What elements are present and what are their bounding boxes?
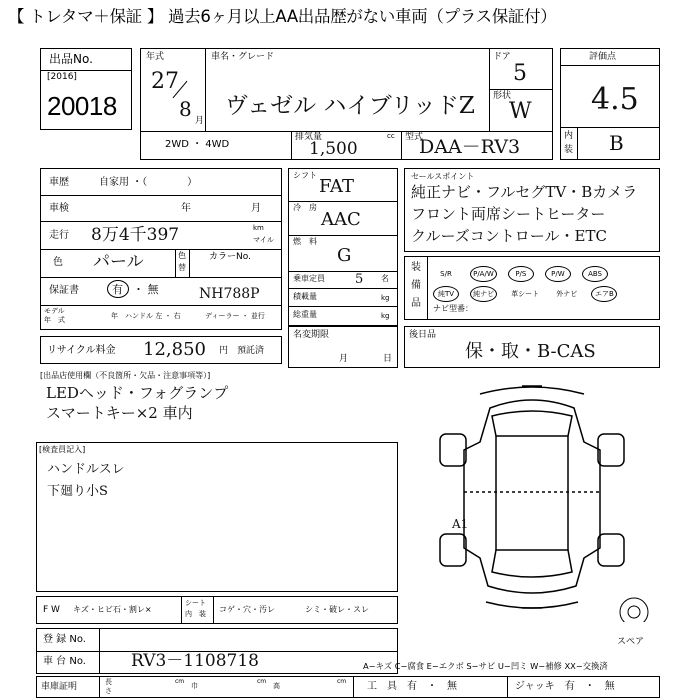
length-label-2: さ (105, 687, 112, 695)
capacity-label: 乗車定員 (293, 274, 325, 283)
inspect-month-unit: 月 (251, 203, 261, 214)
shape-value: W (509, 99, 532, 124)
tools-label: 工 具 有 ・ 無 (367, 681, 457, 692)
equip-airbag: エアB (591, 286, 617, 302)
after-items-box (404, 326, 660, 368)
equip-pw: P/W (545, 266, 571, 282)
interior-label-2: 装 (564, 145, 574, 155)
inspect-label: 車検 (49, 203, 69, 214)
month-value: 8 (179, 97, 192, 121)
sales-point-line-2: フロント両席シートヒーター (411, 205, 606, 223)
recycle-value: 12,850 (143, 339, 206, 360)
chassis-label: 車 台 No. (43, 656, 86, 667)
warranty-label: 保証書 (49, 285, 79, 296)
equip-leather: 革シート (511, 290, 540, 298)
exhibitor-notes-label: [出品店使用欄（不良箇所・欠品・注意事項等）] (40, 371, 211, 380)
equip-ps: P/S (508, 266, 534, 282)
displacement-value: 1,500 (309, 139, 358, 159)
color-change-2: 替 (178, 263, 186, 272)
car-body-outline (464, 400, 600, 593)
recycle-status: 預託済 (237, 346, 265, 356)
model-label: 型式 (405, 132, 424, 142)
equipment-row-2 (433, 281, 623, 302)
inspector-notes-box (36, 442, 398, 592)
spare-label: スペア (617, 637, 645, 647)
inspector-notes-label: [検査員記入] (39, 445, 86, 454)
doors-value: 5 (513, 61, 527, 86)
interior-eval-box (36, 596, 398, 624)
exhibitor-note-1: LEDヘッド・フォグランプ (46, 384, 229, 402)
lot-year: [2016] (47, 72, 77, 82)
color-change-1: 色 (178, 251, 186, 260)
name-change-day: 日 (383, 354, 393, 364)
load-unit: kg (381, 294, 390, 302)
recycle-unit: 円 (219, 346, 229, 356)
mileage-unit-mile: マイル (253, 236, 274, 244)
shape-label: 形状 (493, 91, 512, 101)
vehicle-name: ヴェゼル ハイブリッドZ (225, 93, 475, 119)
equipment-label-3: 品 (411, 298, 421, 309)
fuel-value: G (337, 245, 352, 266)
shift-value: FAT (319, 176, 354, 197)
equip-abs: ABS (582, 266, 608, 282)
model-year-label-2: 年 式 (44, 316, 65, 324)
exhibitor-notes (40, 372, 396, 438)
damage-legend: A−キズ C−腐食 E−エクボ S−サビ U−凹ミ W−補修 XX−交換済 (363, 661, 608, 671)
equipment-label-2: 備 (411, 280, 421, 291)
capacity-value: 5 (355, 272, 364, 287)
chassis-value: RV3－1108718 (131, 651, 259, 671)
model-value: DAA－RV3 (419, 136, 521, 158)
page-title: 【 トレタマ＋保証 】 過去6ヶ月以上AA出品歴がない車両（プラス保証付） (8, 7, 557, 26)
name-change-month: 月 (339, 354, 349, 364)
front-bumper-line (480, 387, 584, 394)
recycle-box (40, 336, 282, 364)
inspector-note-2: 下廻り小S (47, 484, 108, 499)
lot-label: 出品No. (49, 52, 93, 66)
garage-cert-label: 車庫証明 (41, 682, 78, 692)
height-label: 高 (273, 682, 280, 690)
seat-label-1: シート (185, 599, 206, 607)
vehicle-info-box (140, 48, 553, 160)
load-label: 積載量 (293, 292, 317, 301)
capacity-unit: 名 (381, 274, 389, 283)
score-label: 評価点 (589, 52, 617, 62)
warranty-yes: 有 (112, 283, 123, 296)
sales-point-line-1: 純正ナビ・フルセグTV・Bカメラ (411, 183, 638, 201)
inspector-note-1: ハンドルスレ (47, 462, 125, 477)
interior-options-1: コゲ・穴・汚レ (219, 605, 275, 614)
width-label: 巾 (191, 682, 198, 690)
rear-window (492, 550, 572, 577)
fuel-label: 燃 料 (293, 237, 317, 246)
color-label: 色 (53, 257, 63, 268)
sales-points-label: セールスポイント (411, 172, 475, 181)
fw-label: F W (43, 605, 60, 615)
weight-unit: kg (381, 312, 390, 320)
history-box (40, 168, 282, 330)
mileage-label: 走行 (49, 230, 69, 241)
length-label-1: 長 (105, 678, 112, 686)
name-change-label: 名変期限 (293, 330, 330, 340)
history-reg-options: 自家用 ・（ ） (99, 177, 198, 188)
car-damage-diagram (404, 372, 660, 622)
equip-sr: S/R (440, 270, 452, 278)
shift-label: シフト (293, 171, 317, 180)
month-unit: 月 (195, 116, 205, 126)
after-items-value: 保・取・B-CAS (465, 341, 596, 362)
lot-number: 20018 (47, 91, 117, 121)
wheel-front-left (440, 434, 466, 466)
height-cm: cm (337, 678, 347, 685)
score-box (560, 48, 660, 160)
length-cm: cm (175, 678, 185, 685)
handle-options: ハンドル 左 ・ 右 (125, 312, 181, 320)
warranty-no: ・ 無 (133, 283, 159, 296)
lot-number-box (40, 48, 132, 130)
mileage-unit-km: km (253, 224, 264, 232)
color-no-value: NH788P (199, 286, 260, 302)
mileage-value: 8万4千397 (91, 225, 180, 245)
wheel-rear-right (598, 534, 624, 566)
navi-model-label: ナビ型番： (433, 304, 473, 313)
windshield (492, 411, 572, 436)
registration-box (36, 628, 398, 674)
exhibitor-note-2: スマートキー×2 車内 (46, 404, 193, 422)
specs-box (288, 168, 398, 326)
equip-tv: 純TV (433, 286, 459, 302)
equip-paw: P/A/W (470, 266, 497, 282)
color-value: パール (93, 252, 144, 272)
score-value: 4.5 (591, 82, 639, 117)
interior-label-1: 内 (564, 131, 574, 141)
spare-tire-icon (620, 598, 648, 622)
sales-points-box (404, 168, 660, 252)
sales-point-line-3: クルーズコントロール・ETC (411, 227, 607, 245)
handle-year-unit: 年 (111, 312, 118, 320)
history-reg-label: 車歴 (49, 177, 69, 188)
name-label: 車名・グレード (211, 52, 275, 62)
inspect-year-unit: 年 (181, 203, 191, 214)
weight-label: 総重量 (293, 310, 317, 319)
wheel-rear-left (440, 534, 466, 566)
model-year-label-1: モデル (44, 307, 65, 315)
year-value: 27 (151, 69, 179, 94)
equipment-row-1 (433, 261, 614, 282)
drive-label: 2WD ・ 4WD (165, 139, 230, 150)
fw-options: キズ・ヒビ石・割レ× (73, 605, 152, 614)
dealer-options: ディーラー ・ 並行 (205, 312, 265, 320)
displacement-label: 排気量 (295, 132, 323, 142)
year-label: 年式 (146, 52, 165, 62)
recycle-label: リサイクル料金 (47, 345, 116, 356)
wheel-front-right (598, 434, 624, 466)
ac-label: 冷 房 (293, 203, 317, 212)
doors-label: ドア (493, 52, 511, 62)
damage-code-a1: A1 (452, 517, 469, 531)
equip-ext-navi: 外ナビ (556, 290, 578, 298)
after-items-label: 後日品 (409, 330, 437, 340)
color-no-label: カラーNo. (209, 252, 251, 262)
rear-bumper-line (486, 602, 578, 608)
jack-label: ジャッキ 有 ・ 無 (515, 681, 615, 692)
registration-label: 登 録 No. (43, 634, 86, 645)
interior-options-2: シミ・破レ・スレ (305, 605, 369, 614)
footer-box (36, 676, 660, 698)
width-cm: cm (257, 678, 267, 685)
equipment-box (404, 256, 660, 320)
ac-value: AAC (321, 209, 361, 230)
equip-navi: 純ナビ (470, 286, 497, 302)
equipment-label-1: 装 (411, 262, 421, 273)
seat-label-2: 内 装 (185, 610, 206, 618)
name-change-box (288, 326, 398, 368)
displacement-unit: cc (387, 132, 395, 140)
interior-value: B (609, 131, 624, 155)
